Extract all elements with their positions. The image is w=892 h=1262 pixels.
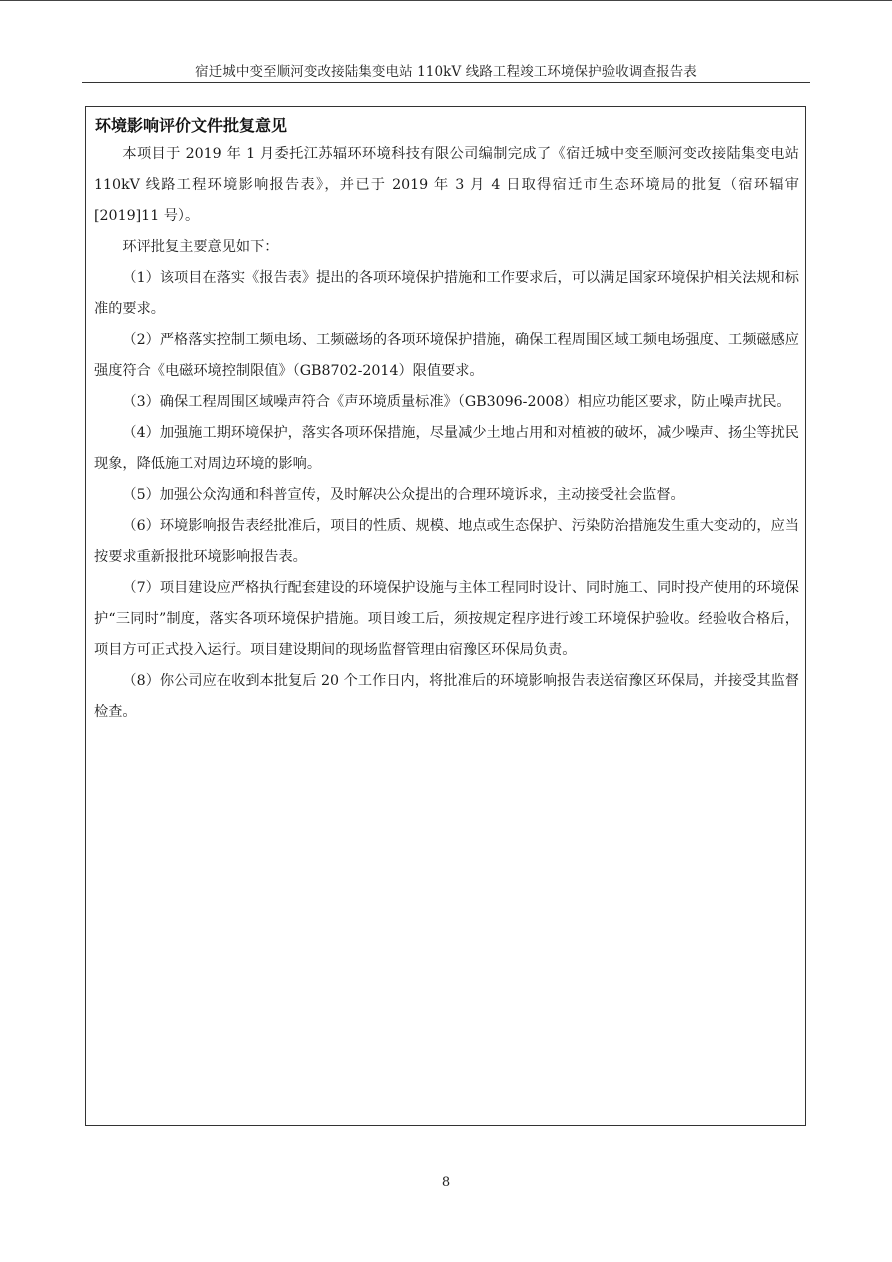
paragraph-item-1: （1）该项目在落实《报告表》提出的各项环境保护措施和工作要求后，可以满足国家环境保护相关法规和标准的要求。 [94,270,799,317]
paragraph-intro: 本项目于 2019 年 1 月委托江苏辐环环境科技有限公司编制完成了《宿迁城中变至顺河变改接陆集变电站 110kV 线路工程环境影响报告表》，并已于 2019 年 3 月 4 日取得宿迁市生态环境局的批复（宿环辐审[2019]11 号）。 [94,146,799,224]
page-number: 8 [441,1175,451,1190]
paragraph-item-7: （7）项目建设应严格执行配套建设的环境保护设施与主体工程同时设计、同时施工、同时投产使用的环境保护“三同时”制度，落实各项环境保护措施。项目竣工后，须按规定程序进行竣工环境保护验收。经验收合格后，项目方可正式投入运行。项目建设期间的现场监督管理由宿豫区环保局负责。 [94,580,799,658]
paragraph-lead: 环评批复主要意见如下： [122,239,279,255]
section-title: 环境影响评价文件批复意见 [95,116,288,135]
approval-opinion-box [85,106,806,1126]
paragraph-item-4: （4）加强施工期环境保护，落实各项环保措施，尽量减少土地占用和对植被的破坏，减少噪声、扬尘等扰民现象，降低施工对周边环境的影响。 [94,425,799,472]
paragraph-item-5: （5）加强公众沟通和科普宣传，及时解决公众提出的合理环境诉求，主动接受社会监督。 [122,487,685,503]
paragraph-item-3: （3）确保工程周围区域噪声符合《声环境质量标准》（GB3096-2008）相应功能区要求，防止噪声扰民。 [122,394,791,410]
document-header-title: 宿迁城中变至顺河变改接陆集变电站 110kV 线路工程竣工环境保护验收调查报告表 [195,64,697,80]
paragraph-item-8: （8）你公司应在收到本批复后 20 个工作日内，将批准后的环境影响报告表送宿豫区环保局，并接受其监督检查。 [94,673,799,720]
header-divider [82,82,810,83]
paragraph-item-2: （2）严格落实控制工频电场、工频磁场的各项环境保护措施，确保工程周围区域工频电场强度、工频磁感应强度符合《电磁环境控制限值》（GB8702-2014）限值要求。 [94,332,799,379]
paragraph-item-6: （6）环境影响报告表经批准后，项目的性质、规模、地点或生态保护、污染防治措施发生重大变动的，应当按要求重新报批环境影响报告表。 [94,518,799,565]
section-body [94,139,799,728]
top-page-rule [0,0,892,1]
